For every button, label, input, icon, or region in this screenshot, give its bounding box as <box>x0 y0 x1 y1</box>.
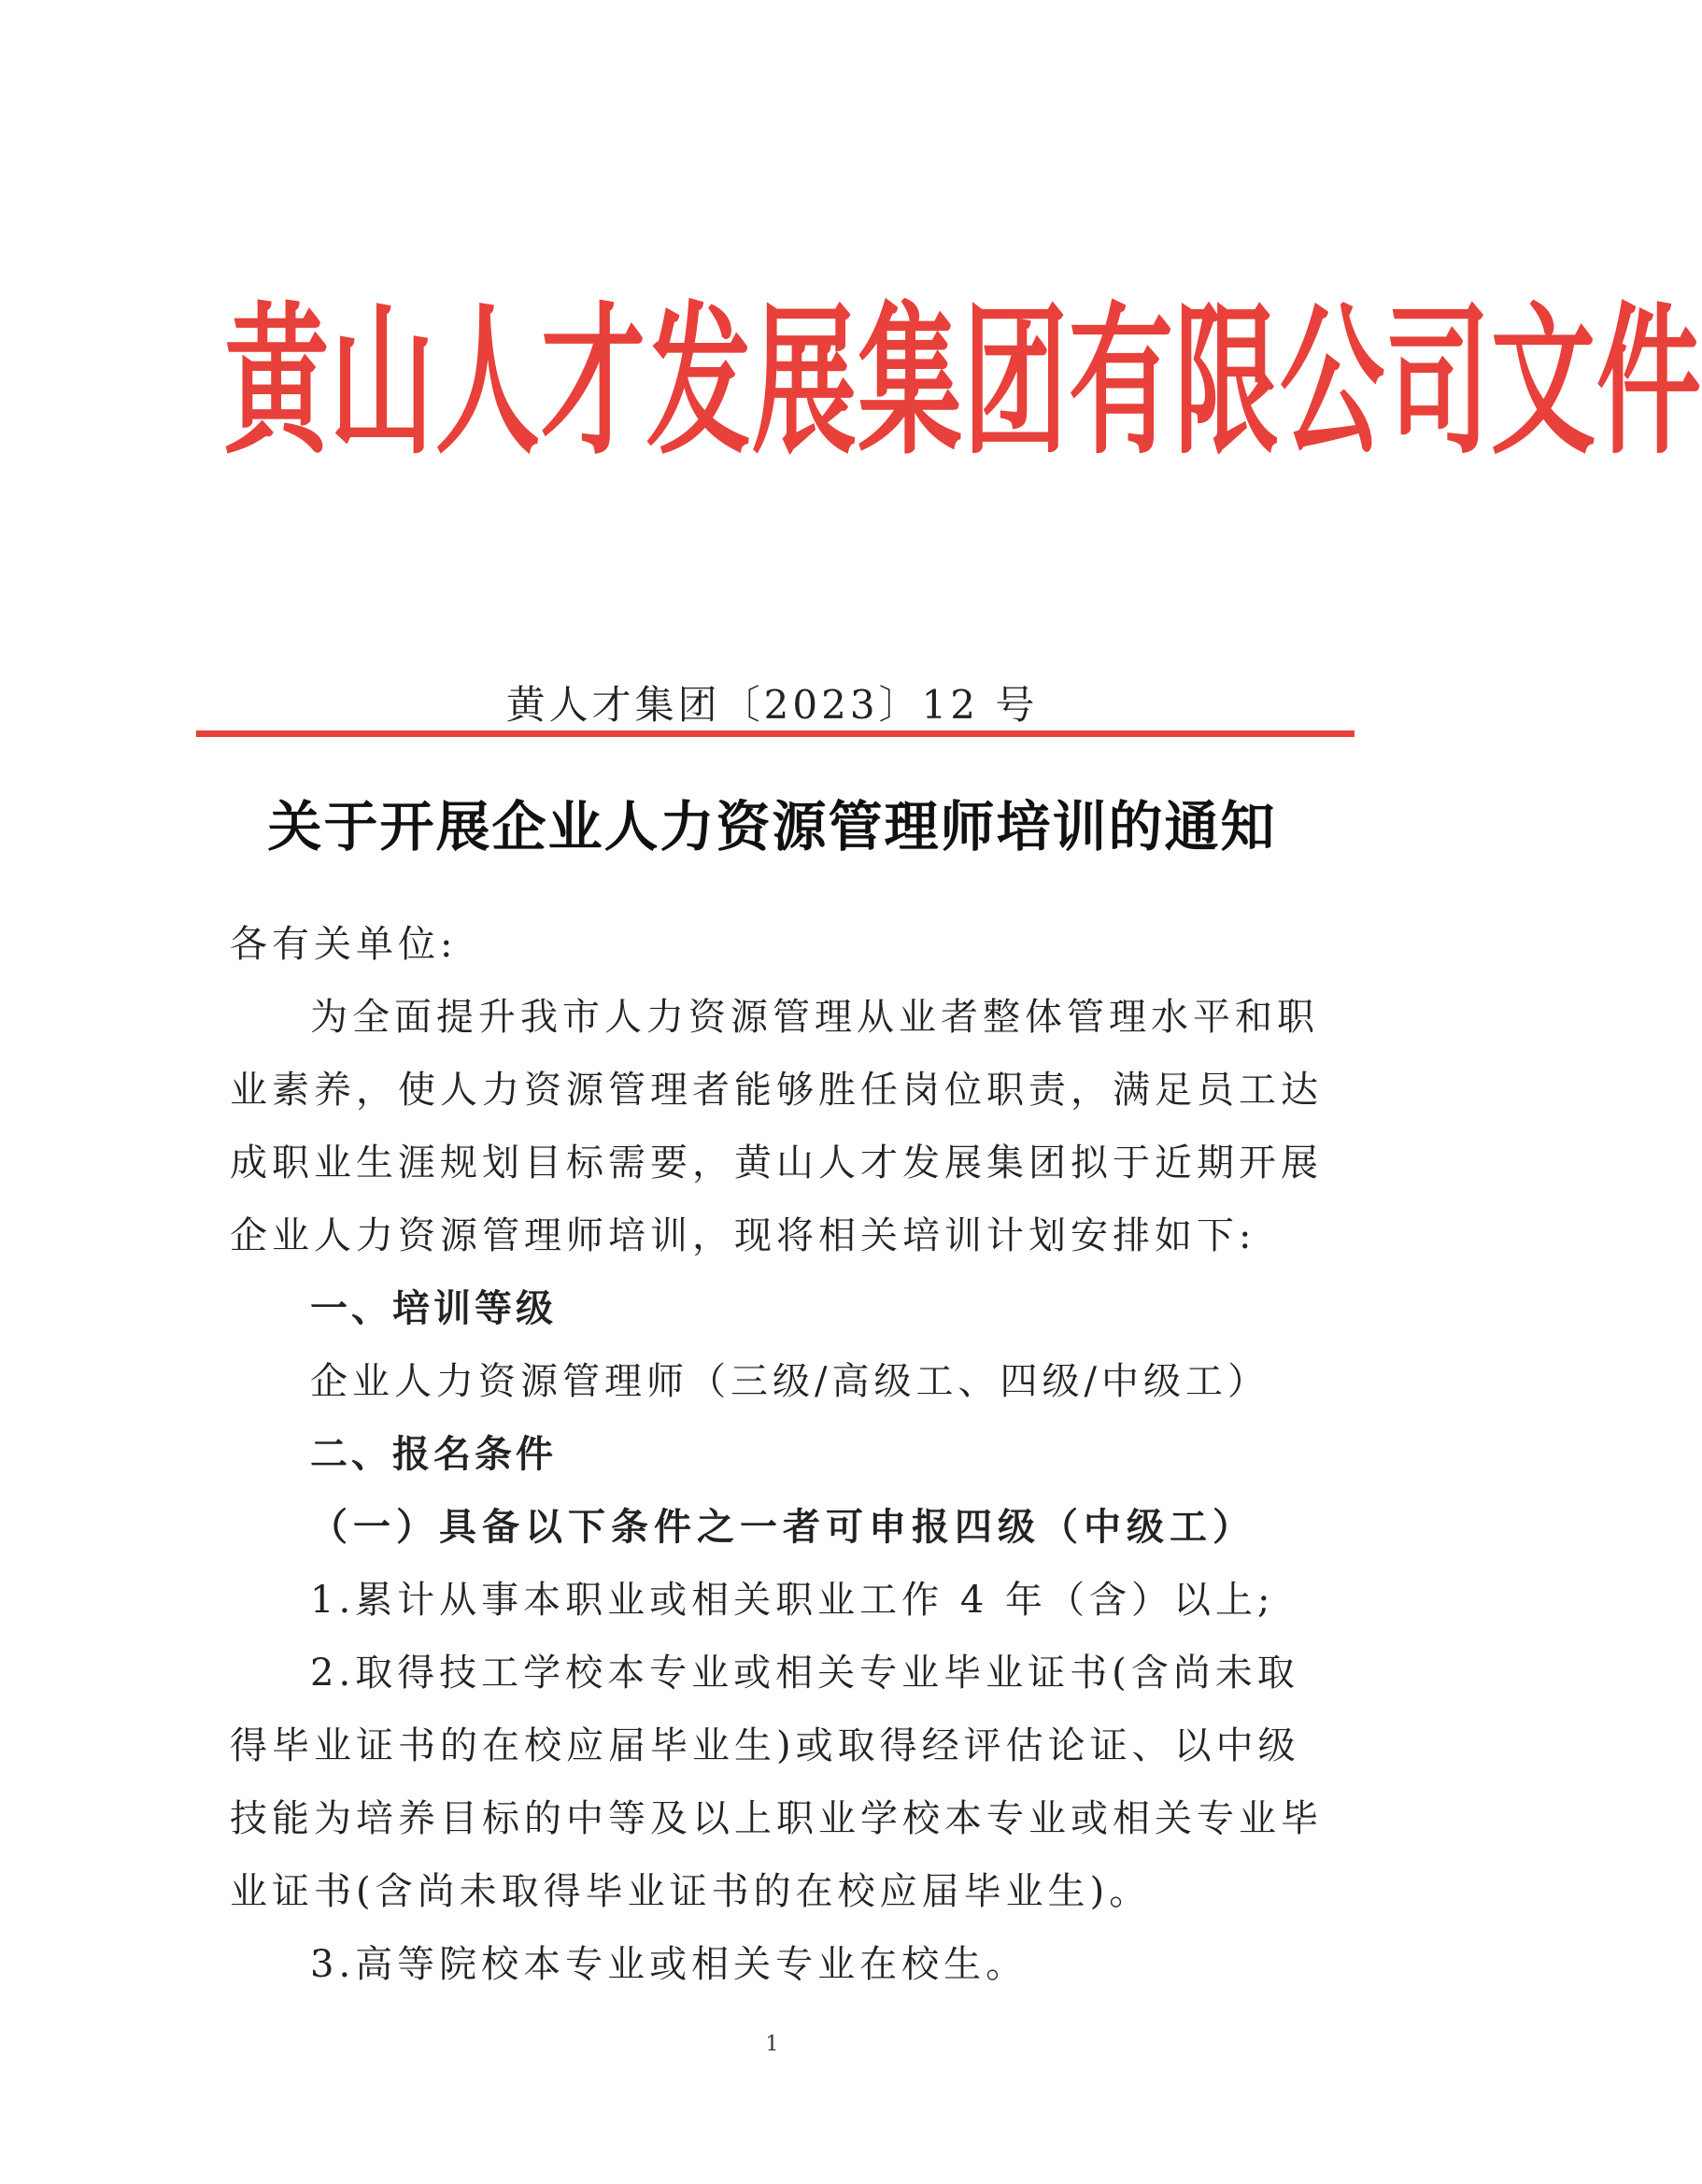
letterhead-title: 黄山人才发展集团有限公司文件 <box>224 289 1702 477</box>
subsection-heading-level4: （一）具备以下条件之一者可申报四级（中级工） <box>310 1505 1255 1549</box>
red-divider-line <box>196 730 1355 737</box>
page-number: 1 <box>765 2033 779 2056</box>
document-number: 黄人才集团〔2023〕12 号 <box>505 682 1039 728</box>
notice-title: 关于开展企业人力资源管理师培训的通知 <box>267 795 1277 858</box>
intro-paragraph: 为全面提升我市人力资源管理从业者整体管理水平和职业素养，使人力资源管理者能够胜任岗位职责，满足员工达成职业生涯规划目标需要，黄山人才发展集团拟于近期开展企业人力资源管理师培训，现将相关培训计划安排如下: <box>230 996 1323 1257</box>
requirement-item: 2.取得技工学校本专业或相关专业毕业证书(含尚未取得毕业证书的在校应届毕业生)或取得经评估论证、以中级技能为培养目标的中等及以上职业学校本专业或相关专业毕业证书(含尚未取得毕业证书的在校应届毕业生)。 <box>230 1652 1323 1913</box>
section-heading-requirements: 二、报名条件 <box>310 1433 557 1476</box>
requirement-item: 3.高等院校本专业或相关专业在校生。 <box>310 1943 1028 1986</box>
section-heading-training-level: 一、培训等级 <box>310 1287 557 1330</box>
training-level-content: 企业人力资源管理师（三级/高级工、四级/中级工） <box>310 1360 1269 1403</box>
salutation: 各有关单位: <box>230 923 458 966</box>
requirement-item: 1.累计从事本职业或相关职业工作 4 年（含）以上; <box>310 1579 1275 1622</box>
document-body <box>230 908 1323 2001</box>
